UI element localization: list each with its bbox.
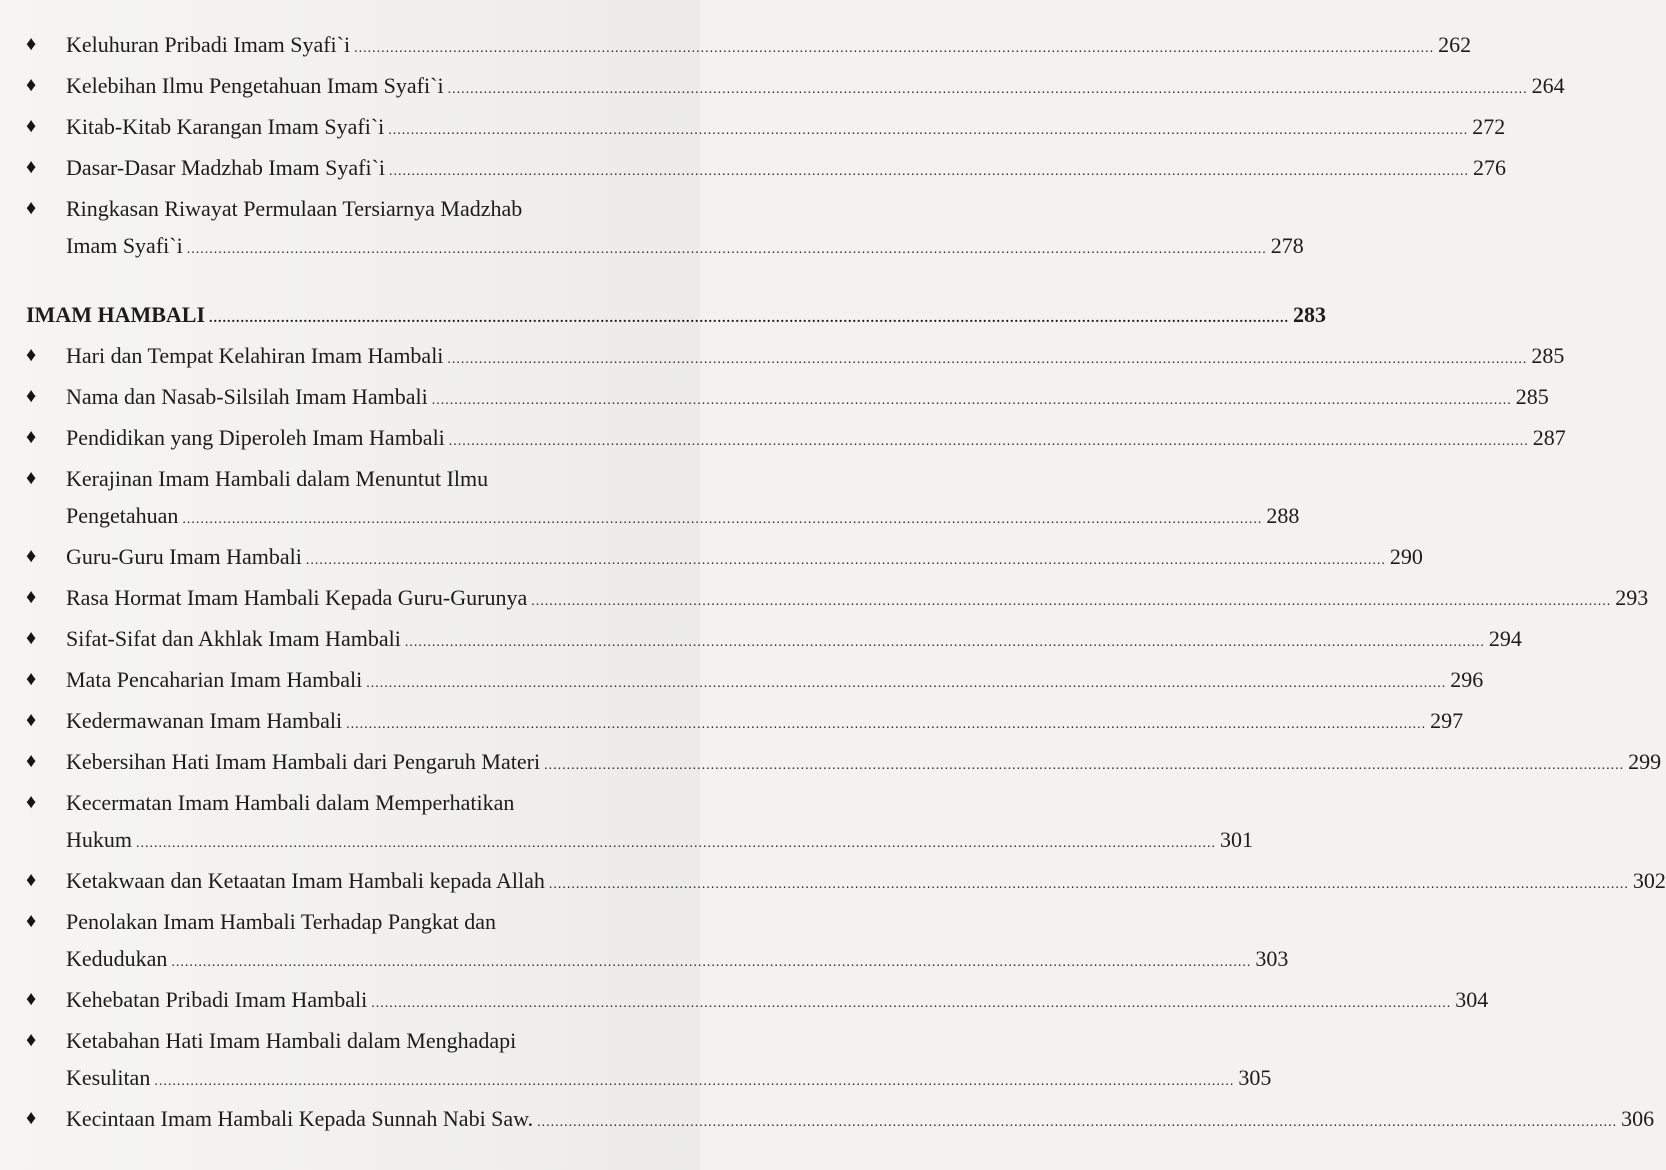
toc-entry-page: 299 bbox=[1628, 749, 1662, 774]
toc-entry-title: Kitab-Kitab Karangan Imam Syafi`i bbox=[66, 114, 385, 139]
dot-leader bbox=[187, 231, 1267, 268]
toc-entry-title-line2: Pengetahuan bbox=[66, 503, 179, 528]
toc-entry-page: 297 bbox=[1430, 708, 1464, 733]
toc-entry[interactable] bbox=[26, 743, 1662, 784]
section-title: IMAM HAMBALI bbox=[26, 302, 206, 327]
toc-entry-title: Kehebatan Pribadi Imam Hambali bbox=[66, 987, 368, 1012]
toc-entry-page: 285 bbox=[1515, 384, 1549, 409]
toc-entry[interactable] bbox=[26, 190, 1304, 268]
toc-entry[interactable] bbox=[26, 108, 1506, 149]
toc-entry[interactable] bbox=[26, 419, 1566, 460]
toc-entry[interactable] bbox=[26, 862, 1666, 903]
toc-entry-title-line2: Kedudukan bbox=[66, 946, 168, 971]
diamond-bullet-icon: ♦ bbox=[26, 385, 37, 407]
toc-entry-title: Pendidikan yang Diperoleh Imam Hambali bbox=[66, 425, 445, 450]
toc-entry-page: 294 bbox=[1488, 626, 1522, 651]
dot-leader bbox=[171, 944, 1251, 981]
toc-group-syafii bbox=[26, 26, 1565, 268]
diamond-bullet-icon: ♦ bbox=[26, 709, 37, 731]
toc-entry[interactable] bbox=[26, 620, 1522, 661]
dot-leader bbox=[531, 583, 1611, 620]
toc-entry-page: 278 bbox=[1270, 233, 1304, 258]
toc-entry-page: 304 bbox=[1455, 987, 1489, 1012]
toc-entry[interactable] bbox=[26, 981, 1489, 1022]
toc-entry[interactable] bbox=[26, 67, 1565, 108]
diamond-bullet-icon: ♦ bbox=[26, 197, 37, 219]
diamond-bullet-icon: ♦ bbox=[26, 586, 37, 608]
diamond-bullet-icon: ♦ bbox=[26, 791, 37, 813]
diamond-bullet-icon: ♦ bbox=[26, 1029, 37, 1051]
diamond-bullet-icon: ♦ bbox=[26, 156, 37, 178]
toc-entry-page: 306 bbox=[1621, 1106, 1655, 1131]
toc-entry-page: 305 bbox=[1238, 1065, 1272, 1090]
toc-entry[interactable] bbox=[26, 661, 1484, 702]
dot-leader bbox=[405, 624, 1485, 661]
diamond-bullet-icon: ♦ bbox=[26, 1107, 37, 1129]
toc-entry-title: Kelebihan Ilmu Pengetahuan Imam Syafi`i bbox=[66, 73, 444, 98]
toc-entry[interactable] bbox=[26, 1022, 1272, 1100]
dot-leader bbox=[154, 1063, 1234, 1100]
toc-entry-page: 287 bbox=[1532, 425, 1566, 450]
toc-entry-page: 276 bbox=[1473, 155, 1507, 180]
dot-leader bbox=[447, 341, 1527, 378]
toc-entry-title-line1: Penolakan Imam Hambali Terhadap Pangkat dan bbox=[66, 909, 496, 934]
diamond-bullet-icon: ♦ bbox=[26, 33, 37, 55]
dot-leader bbox=[354, 30, 1434, 67]
toc-entry-title: Kedermawanan Imam Hambali bbox=[66, 708, 343, 733]
diamond-bullet-icon: ♦ bbox=[26, 344, 37, 366]
toc-entry-page: 264 bbox=[1531, 73, 1565, 98]
dot-leader bbox=[182, 501, 1262, 538]
toc-entry-title: Hari dan Tempat Kelahiran Imam Hambali bbox=[66, 343, 444, 368]
toc-entry-title-line2: Imam Syafi`i bbox=[66, 233, 183, 258]
toc-entry-page: 290 bbox=[1389, 544, 1423, 569]
toc-entry[interactable] bbox=[26, 378, 1549, 419]
toc-entry-page: 262 bbox=[1438, 32, 1472, 57]
toc-entry-title: Nama dan Nasab-Silsilah Imam Hambali bbox=[66, 384, 428, 409]
toc-entry-title-line1: Ketabahan Hati Imam Hambali dalam Menghadapi bbox=[66, 1028, 517, 1053]
toc-entry-title-line1: Kecermatan Imam Hambali dalam Memperhatikan bbox=[66, 790, 515, 815]
toc-entry[interactable] bbox=[26, 460, 1300, 538]
toc-entry-title: Sifat-Sifat dan Akhlak Imam Hambali bbox=[66, 626, 401, 651]
toc-entry-title: Mata Pencaharian Imam Hambali bbox=[66, 667, 363, 692]
dot-leader bbox=[549, 866, 1629, 903]
diamond-bullet-icon: ♦ bbox=[26, 467, 37, 489]
toc-entry[interactable] bbox=[26, 1100, 1655, 1141]
toc-entry[interactable] bbox=[26, 337, 1565, 378]
toc-entry-page: 303 bbox=[1255, 946, 1289, 971]
toc-section-heading[interactable] bbox=[26, 296, 1327, 337]
toc-entry-page: 302 bbox=[1632, 868, 1666, 893]
toc-entry-title: Kebersihan Hati Imam Hambali dari Pengaruh Materi bbox=[66, 749, 541, 774]
dot-leader bbox=[544, 747, 1624, 784]
toc-entry[interactable] bbox=[26, 903, 1289, 981]
dot-leader bbox=[209, 300, 1289, 337]
dot-leader bbox=[388, 112, 1468, 149]
dot-leader bbox=[389, 153, 1469, 190]
toc-entry-title-line1: Kerajinan Imam Hambali dalam Menuntut Ilmu bbox=[66, 466, 489, 491]
diamond-bullet-icon: ♦ bbox=[26, 668, 37, 690]
toc-entry-page: 296 bbox=[1450, 667, 1484, 692]
toc-entry-page: 293 bbox=[1615, 585, 1649, 610]
toc-entry-title: Rasa Hormat Imam Hambali Kepada Guru-Gurunya bbox=[66, 585, 528, 610]
diamond-bullet-icon: ♦ bbox=[26, 910, 37, 932]
toc-entry-page: 301 bbox=[1220, 827, 1253, 852]
diamond-bullet-icon: ♦ bbox=[26, 988, 37, 1010]
toc-entry[interactable] bbox=[26, 149, 1507, 190]
dot-leader bbox=[136, 825, 1216, 862]
toc-entry-title: Kecintaan Imam Hambali Kepada Sunnah Nabi Saw. bbox=[66, 1106, 534, 1131]
diamond-bullet-icon: ♦ bbox=[26, 750, 37, 772]
toc-entry-page: 288 bbox=[1266, 503, 1300, 528]
toc-entry-title: Guru-Guru Imam Hambali bbox=[66, 544, 302, 569]
dot-leader bbox=[371, 985, 1451, 1022]
diamond-bullet-icon: ♦ bbox=[26, 426, 37, 448]
toc-entry[interactable] bbox=[26, 26, 1472, 67]
toc-entry[interactable] bbox=[26, 579, 1649, 620]
toc-entry-title: Ketakwaan dan Ketaatan Imam Hambali kepada Allah bbox=[66, 868, 545, 893]
toc-entry-title-line2: Hukum bbox=[66, 827, 132, 852]
toc-entry[interactable] bbox=[26, 702, 1464, 743]
toc-entry-title: Dasar-Dasar Madzhab Imam Syafi`i bbox=[66, 155, 386, 180]
dot-leader bbox=[449, 423, 1529, 460]
dot-leader bbox=[306, 542, 1386, 579]
toc-entry-page: 272 bbox=[1472, 114, 1506, 139]
toc-entry-page: 285 bbox=[1531, 343, 1565, 368]
dot-leader bbox=[432, 382, 1512, 419]
dot-leader bbox=[537, 1104, 1617, 1141]
diamond-bullet-icon: ♦ bbox=[26, 115, 37, 137]
diamond-bullet-icon: ♦ bbox=[26, 545, 37, 567]
toc-entry[interactable] bbox=[26, 538, 1423, 579]
diamond-bullet-icon: ♦ bbox=[26, 74, 37, 96]
diamond-bullet-icon: ♦ bbox=[26, 627, 37, 649]
dot-leader bbox=[366, 665, 1446, 702]
toc-entry-title-line2: Kesulitan bbox=[66, 1065, 151, 1090]
dot-leader bbox=[346, 706, 1426, 743]
toc-entry-title-line1: Ringkasan Riwayat Permulaan Tersiarnya Madzhab bbox=[66, 196, 523, 221]
toc-entry[interactable] bbox=[26, 784, 1253, 862]
toc-group-hambali bbox=[26, 337, 1666, 1141]
dot-leader bbox=[448, 71, 1528, 108]
diamond-bullet-icon: ♦ bbox=[26, 869, 37, 891]
section-page: 283 bbox=[1293, 302, 1327, 327]
toc-entry-title: Keluhuran Pribadi Imam Syafi`i bbox=[66, 32, 351, 57]
